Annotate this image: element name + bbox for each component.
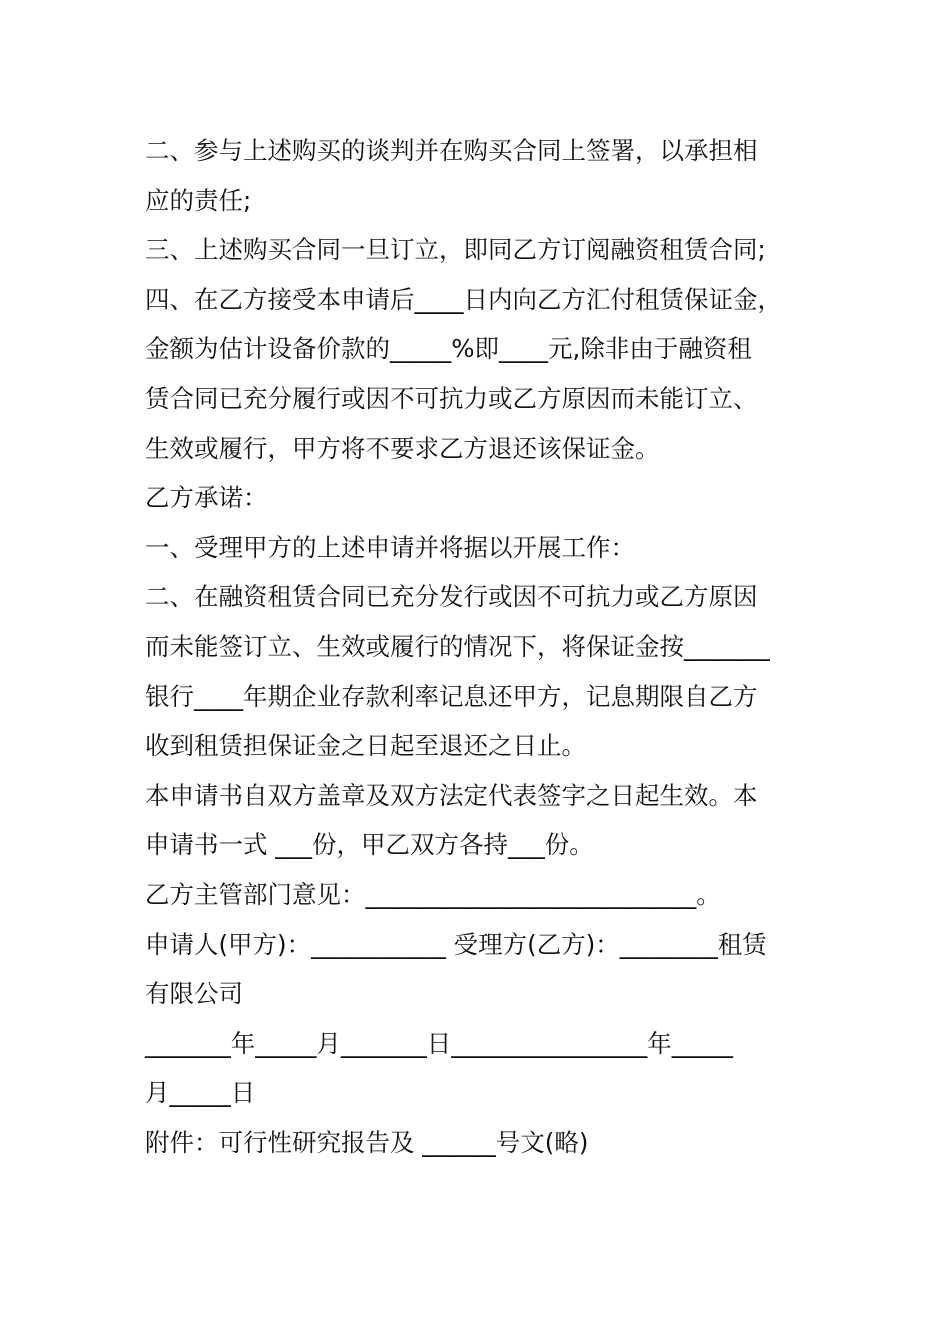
text-line-8: 乙方承诺： [145, 483, 268, 513]
text-line-14: 本申请书自双方盖章及双方法定代表签字之日起生效。本 [145, 780, 758, 810]
text-line-20: 月_____日 [145, 1078, 256, 1108]
text-line-18: 有限公司 [145, 979, 243, 1009]
text-line-15: 申请书一式 ___份，甲乙双方各持___份。 [145, 830, 594, 860]
text-line-17: 申请人(甲方)：___________ 受理方(乙方)：________租赁 [145, 929, 767, 959]
text-line-5: 金额为估计设备价款的_____%即____元,除非由于融资租 [145, 334, 752, 364]
text-line-16: 乙方主管部门意见：___________________________。 [145, 879, 721, 909]
text-line-2: 应的责任; [145, 185, 252, 215]
text-line-12: 银行____年期企业存款利率记息还甲方，记息期限自乙方 [145, 681, 758, 711]
text-line-10: 二、在融资租赁合同已充分发行或因不可抗力或乙方原因 [145, 582, 758, 612]
text-line-3: 三、上述购买合同一旦订立，即同乙方订阅融资租赁合同; [145, 235, 766, 265]
text-line-1: 二、参与上述购买的谈判并在购买合同上签署，以承担相 [145, 136, 758, 165]
text-line-19: _______年_____月_______日________________年_____ [145, 1028, 733, 1058]
text-line-11: 而未能签订立、生效或履行的情况下，将保证金按_______ [145, 631, 770, 661]
text-line-9: 一、受理甲方的上述申请并将据以开展工作： [145, 532, 635, 562]
text-line-21: 附件：可行性研究报告及 ______号文(略) [145, 1127, 589, 1157]
text-line-13: 收到租赁担保证金之日起至退还之日止。 [145, 731, 586, 761]
text-line-7: 生效或履行，甲方将不要求乙方退还该保证金。 [145, 433, 660, 463]
text-line-4: 四、在乙方接受本申请后____日内向乙方汇付租赁保证金， [145, 284, 782, 314]
document-body [145, 126, 810, 1167]
text-line-6: 赁合同已充分履行或因不可抗力或乙方原因而未能订立、 [145, 383, 758, 413]
